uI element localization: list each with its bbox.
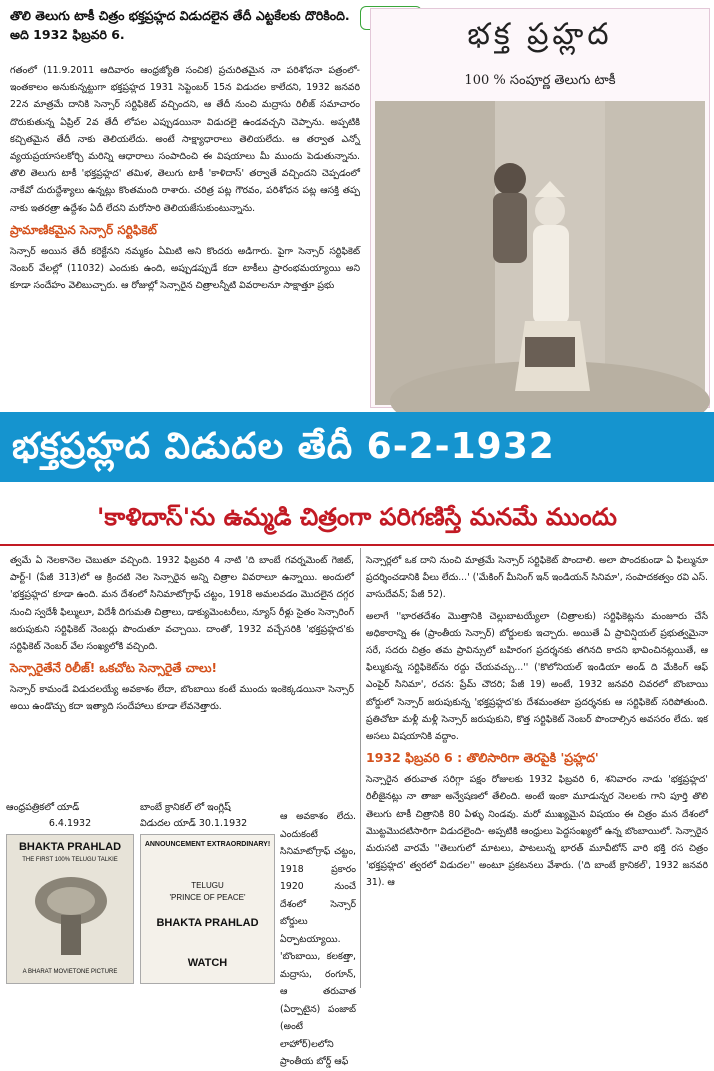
ad-title: ANNOUNCEMENT EXTRAORDINARY! <box>144 841 271 848</box>
paragraph: సెన్సార్లలో ఒక దాని నుంచి మాత్రమే సెన్సార్ సర్టిఫికెట్ పొందాలి. అలా పొందకుండా ఏ ఫిల్మునూ ప్రదర్శించడానికి వీలు లేదు...' ('మేకింగ్ మీనింగ్ ఇన్ ఇండియన్ సినిమా', సంపాదకత్వం రవి ఎస్. వాసుదేవన్; పేజీ 52). <box>366 555 708 601</box>
kalidas-subheadline: 'కాళిదాస్'ను ఉమ్మడి చిత్రంగా పరిగణిస్తే మనమే ముందు <box>0 488 714 546</box>
clip-caption: బాంబే క్రానికల్ లో ఇంగ్లిష్ <box>140 802 231 813</box>
paragraph: అలాగే ''భారతదేశం మొత్తానికి చెల్లుబాటయ్యేలా (చిత్రాలకు) సర్టిఫికెట్లను మంజూరు చేసే అధికారాన్ని ఈ (ప్రాంతీయ సెన్సార్) బోర్డులకు ఇచ్చారు. అయితే ఏ ప్రావిన్షియల్ ప్రభుత్వమైనా సరే, సదరు చిత్రం తమ ప్రావిన్సులో బహిరంగ ప్రదర్శనకు తగినది కాదని భావించినట్లయితే, ఆ ఫిల్ముకున్న సర్టిఫికెట్‌ను రద్దు చేయవచ్చు...'' ('కొలోనియల్ ఇండియా అండ్ ది మేకింగ్ ఆఫ్ ఎంపైర్ సినిమా', రచన: ప్రేమ్ చౌదరి; పేజీ 19) అంటే, 1932 జనవరి చివరలో బొంబాయి బోర్డులో సెన్సార్ జరుపుకున్న 'భక్తప్రహ్లద'కు దేశమంతటా ప్రదర్శనకు ఆ సర్టిఫికెట్ సరిపోతుంది. ప్రతిచోటా మళ్లీ మళ్లీ సెన్సార్ జరుపుకుని, కొత్త సర్టిఫికెట్ నెంబర్ పొందాల్సిన అవసరం లేదు. ఇక అసలు విషయానికి వద్దాం. <box>366 610 708 743</box>
clip-caption: ఆంధ్రపత్రికలో యాడ్ <box>6 802 80 813</box>
andhra-patrika-ad-clip <box>6 800 134 980</box>
film-title: భక్త ప్రహ్లద <box>467 17 613 52</box>
ad-title: BHAKTA PRAHLAD <box>18 841 122 853</box>
narrow-column <box>280 808 356 1067</box>
paragraph: సెన్సారైన తరువాత సరిగ్గా పక్షం రోజులకు 1932 ఫిబ్రవరి 6, శనివారం నాడు 'భక్తప్రహ్లద' రిలీజైనట్లు నా తాజా అన్వేషణలో తేలింది. అంటే ఇంకా మూడున్నర నెలలకు గాని పూర్తి తొలి తెలుగు టాకీ చిత్రానికి 80 ఏళ్ళు నిండవు. మరో ముఖ్యమైన విషయం ఈ చిత్రం మన దేశంలో మొట్టమొదటిసారిగా విడుదలైంది- అప్పటికి ఆంధ్రులు పెద్దసంఖ్యలో ఉన్న బొంబాయిలో. సెన్సారైన మరుసటి వారమే ''తెలుగులో మాటలు, పాటలున్న భారత్ మూవీటోన్ వారి భక్తి రస చిత్రం 'భక్తప్రహ్లద' త్వరలో విడుదల'' అంటూ ప్రకటనలు వేశారు. ('ది బాంబే క్రానికల్', 1932 జనవరి 31). ఆ <box>366 774 708 889</box>
headline: తొలి తెలుగు టాకీ చిత్రం భక్తప్రహ్లద విడుదలైన తేదీ ఎట్టకేలకు దొరికింది. అది 1932 ఫిబ్రవరి 6. <box>10 8 350 42</box>
announcement-ad-image <box>140 834 275 984</box>
film-still-panel <box>370 8 710 408</box>
release-date-banner: భక్తప్రహ్లద విడుదల తేదీ 6-2-1932 <box>0 412 714 482</box>
subheading: ప్రామాణికమైన సెన్సార్ సర్టిఫికెట్ <box>10 222 157 237</box>
ad-footer: WATCH <box>187 957 228 969</box>
bhakta-prahlad-ad-image <box>6 834 134 984</box>
subheading: సెన్సారైతేనే రిలీజ్! ఒకచోట సెన్సారైతే చాలు! <box>10 661 218 676</box>
subheading: 1932 ఫిబ్రవరి 6 : తొలిసారిగా తెరపైకి 'ప్రహ్లద' <box>366 750 599 766</box>
paragraph: సెన్సార్ కామండే విడుదలయ్యే అవకాశం లేదా, బొంబాయి కంటే ముందు ఇంకెక్కడయినా సెన్సార్ అయి ఉండొచ్చు కదా ఇత్యాది సందేహాలు కూడా లేవనెత్తారు. <box>10 684 354 713</box>
film-subtitle: 100 % సంపూర్ణ తెలుగు టాకీ <box>464 73 616 88</box>
ad-footer: A BHARAT MOVIETONE PICTURE <box>22 969 118 975</box>
ad-illustration <box>27 871 115 961</box>
left-top-column <box>10 62 360 410</box>
ad-subtitle: THE FIRST 100% TELUGU TALKIE <box>22 857 118 863</box>
ad-film-name: BHAKTA PRAHLAD <box>156 917 259 929</box>
clip-date: 6.4.1932 <box>48 818 92 829</box>
bombay-chronicle-ad-clip <box>140 800 275 980</box>
paragraph: త్వమే ఏ నెలకానెల చెబుతూ వచ్చింది. 1932 ఫిబ్రవరి 4 నాటి 'ది బాంబే గవర్నమెంట్ గెజిట్, పార్ట్-I (పేజీ 313)లో ఆ క్రిందటి నెల సెన్సారైన అన్ని చిత్రాల వివరాలూ ఉన్నాయి. అందులో 'భక్తప్రహ్లద' కూడా ఉంది. మన దేశంలో సినిమాటోగ్రాఫ్ చట్టం, 1918 అమలవడం మొదలైన దగ్గర నుంచి స్వదేశీ ఫిల్ములూ, విదేశీ దిగుమతి చిత్రాలు, డాక్యుమెంటరీలు, న్యూస్ రీళ్లు సైతం సెన్సారింగ్ జరుపుకుని సర్టిఫికెట్ నెంబర్లు పొందుతూ వచ్చాయి. దాంతో, 1932 వచ్చేసరికి 'భక్తప్రహ్లద'కు సర్టిఫికెట్ నెంబర్ వేల సంఖ్యలోకి వచ్చింది. <box>10 555 354 653</box>
paragraph: ఆ అవకాశం లేదు. ఎందుకంటే సినిమాటోగ్రాఫ్ చట్టం, 1918 ప్రకారం 1920 నుంచే దేశంలో సెన్సార్ బోర్డులు ఏర్పాటయ్యాయి. 'బొంబాయి, కలకత్తా, మద్రాసు, రంగూన్, ఆ తరువాత (ఏర్పాటైన) పంజాబ్ (అంటే లాహోర్)లలోని ప్రాంతీయ బోర్డ్ ఆఫ్ <box>280 811 356 1067</box>
paragraph: సెన్సార్ అయిన తేదీ కరెక్టేనని నమ్మకం ఏమిటి అని కొందరు అడిగారు. పైగా సెన్సార్ సర్టిఫికెట్ నెంబర్ వేలల్లో (11032) ఎందుకు ఉంది, అప్పుడప్పుడే కదా టాకీలు ప్రారంభమయ్యాయి అని కూడా సందేహం వెలిబుచ్చారు. ఆ రోజుల్లో సెన్సారైన చిత్రాలన్నీటి వివరాలనూ సాక్షాత్తూ ప్రభు <box>10 245 360 292</box>
left-bottom-column <box>10 552 354 798</box>
right-column <box>366 552 708 988</box>
film-still-photo <box>375 101 705 405</box>
column-divider <box>360 548 361 988</box>
ad-language: TELUGU <box>191 881 224 890</box>
paragraph: గతంలో (11.9.2011 ఆదివారం ఆంధ్రజ్యోతి సంచిక) ప్రచురితమైన నా పరిశోధనా పత్రంలో- ఇంతకాలం అనుకున్నట్టుగా భక్తప్రహ్లద 1931 సెప్టెంబర్ 15న విడుదల కాలేదని, 1932 జనవరి 22న మాత్రమే దానికి సెన్సార్ సర్టిఫికెట్ వచ్చిందని, ఆ తేదీ నుంచి మద్రాసు రిలీజ్ సమాచారం దొరుకుతున్న ఏప్రిల్ 2వ తేదీ లోపల ఎప్పుడయినా విడుదలై ఉండవచ్చని చెప్పాను. అప్పటికి కచ్చితమైన తేదీ నాకు తెలియలేదు. అంటే సాక్ష్యాధారాలు తెలియలేదు. ఆ తర్వాత ఎన్నో వ్యయప్రయాసలకోర్చి మరిన్ని ఆధారాలు సంపాదించి ఈ విషయాలు మీ ముందు పెడుతున్నాను. తొలి తెలుగు టాకీ 'భక్తప్రహ్లద' తమిళ, తెలుగు టాకీ 'కాళిదాస్' తర్వాతే వచ్చిందని చెప్పడంలో నాకేవో దురుద్దేశ్యాలు ఉన్నట్లు కొంతమంది రాశారు. చరిత్ర పట్ల గౌరవం, పరిశోధన పట్ల ఆసక్తి తప్ప నాకు ఇతరత్రా ఉద్దేశం ఏదీ లేదని మరోసారి తెలియజేసుకుంటున్నాను. <box>10 65 360 214</box>
ad-tagline: 'PRINCE OF PEACE' <box>169 893 246 902</box>
clip-date: విడుదల యాడ్ 30.1.1932 <box>140 818 248 829</box>
